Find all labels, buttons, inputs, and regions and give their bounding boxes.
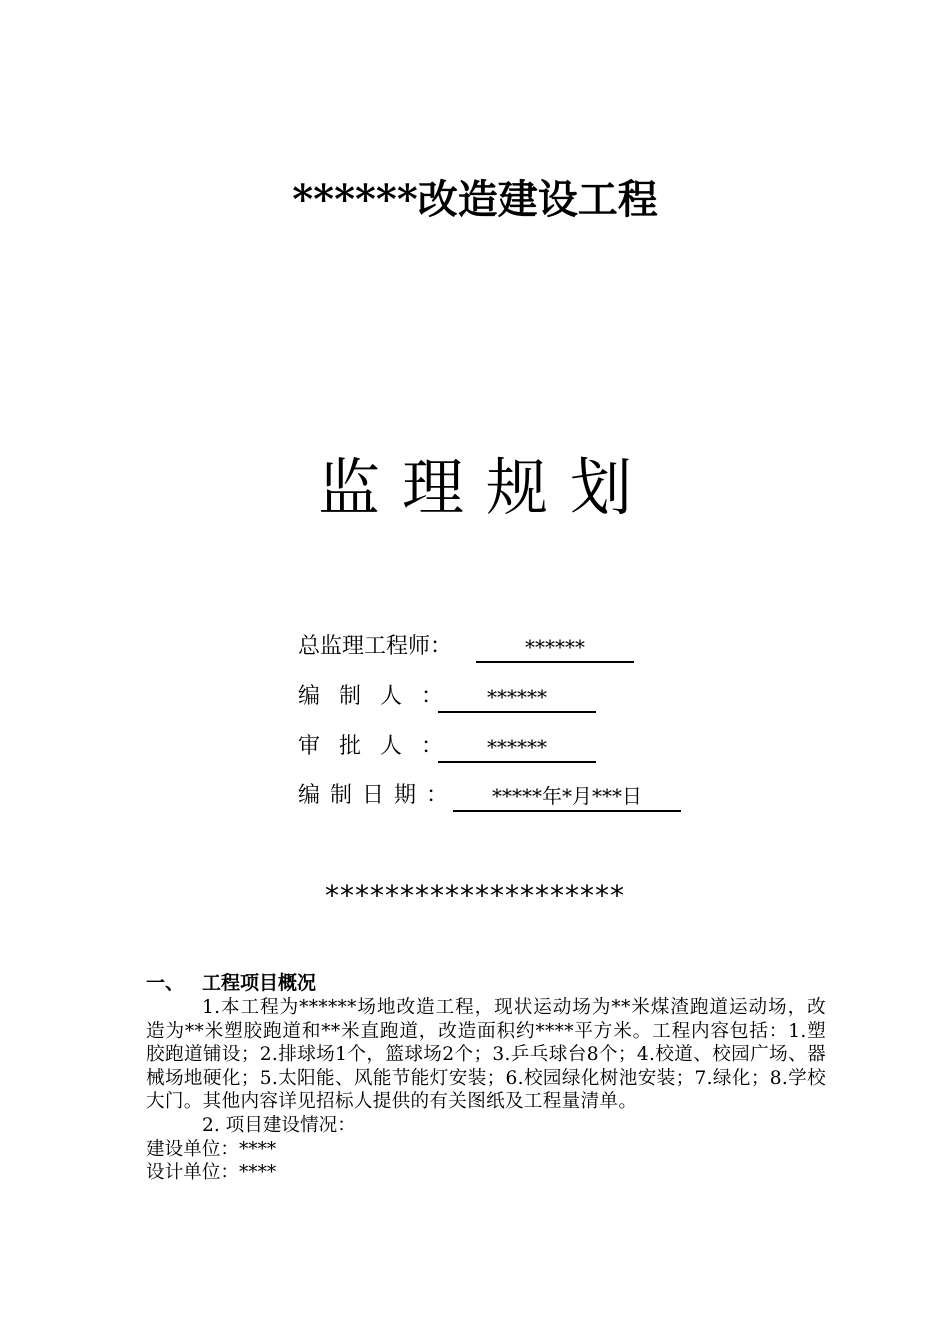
project-title: ******改造建设工程: [292, 176, 658, 223]
project-description-paragraph: 1.本工程为******场地改造工程，现状运动场为**米煤渣跑道运动场，改造为**米塑胶跑道和**米直跑道，改造面积约****平方米。工程内容包括：1.塑胶跑道铺设；2.排球场1个，篮球场2个；3.乒乓球台8个；4.校道、校园广场、器械场地硬化；5.太阳能、风能节能灯安装；6.校园绿化树池安装；7.绿化；8.学校大门。其他内容详见招标人提供的有关图纸及工程量清单。: [146, 997, 826, 1113]
section-number: 一、: [146, 972, 185, 994]
designer-line: 设计单位：****: [146, 1162, 277, 1184]
author-row: [298, 680, 596, 714]
compile-date-row: [298, 779, 681, 813]
divider-stars: ********************: [325, 879, 625, 912]
construction-status-subheading: 2. 项目建设情况：: [202, 1114, 356, 1136]
author-label: 编制人：: [298, 684, 463, 709]
document-title: 监理规划: [317, 451, 654, 524]
section-heading-text: 工程项目概况: [202, 972, 317, 994]
approver-row: [298, 730, 596, 764]
chief-engineer-label: 总监理工程师：: [298, 634, 453, 659]
section-project-overview: [146, 970, 826, 1185]
approver-label: 审批人：: [298, 734, 463, 759]
compile-date-value: *****年*月***日: [453, 779, 681, 812]
approver-value: ******: [438, 730, 596, 763]
chief-engineer-row: [298, 630, 634, 664]
chief-engineer-value: ******: [476, 630, 634, 663]
compile-date-label: 编制日期：: [298, 783, 459, 808]
author-value: ******: [438, 680, 596, 713]
builder-line: 建设单位：****: [146, 1138, 277, 1160]
section-heading: [146, 970, 826, 996]
